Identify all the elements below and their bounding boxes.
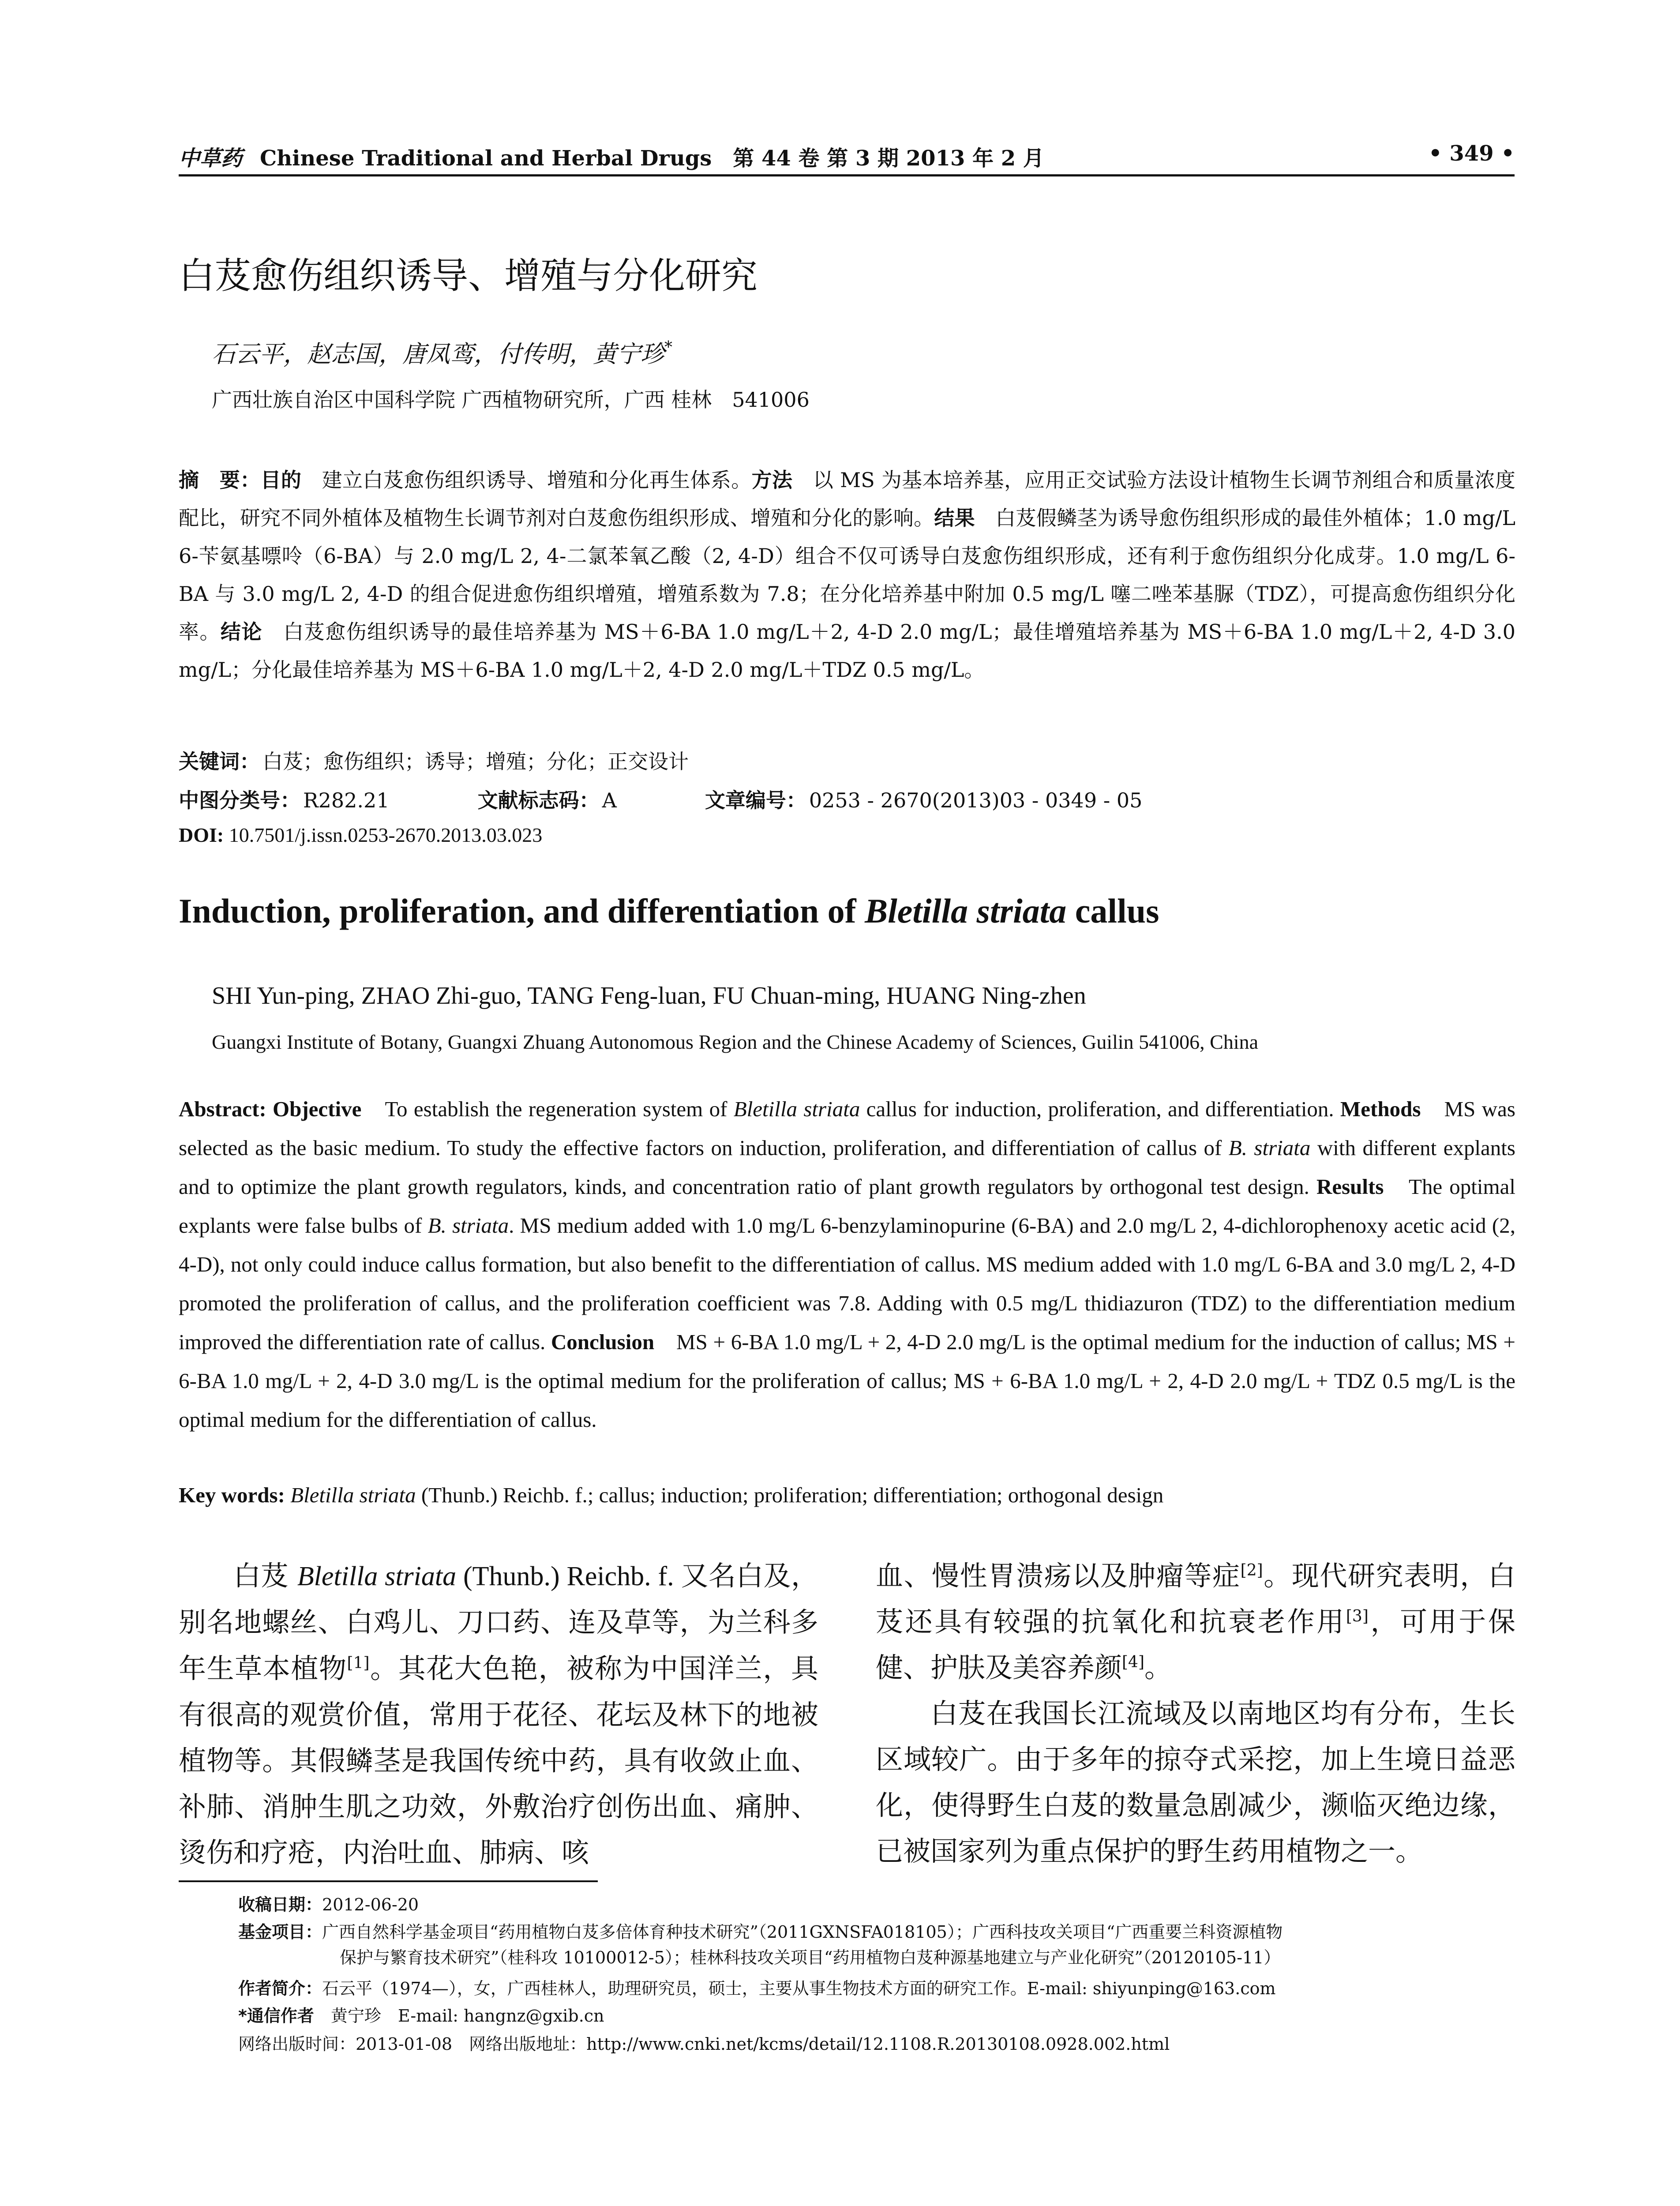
objective-label-cn: 目的 — [260, 468, 302, 492]
methods-en-species: B. striata — [1228, 1136, 1311, 1160]
footnote-author — [238, 1976, 1518, 2001]
fund-line-1: 广西自然科学基金项目“药用植物白芨多倍体育种技术研究”（2011GXNSFA018105）；广西科技攻关项目“广西重要兰科资源植物 — [322, 1922, 1283, 1942]
articleno-label: 文章编号： — [705, 788, 806, 812]
corresponding-label: *通信作者 — [238, 2006, 314, 2026]
classification-line — [179, 784, 1142, 814]
abstract-label-en: Abstract: Objective — [179, 1097, 362, 1121]
citation-1[interactable]: [1] — [347, 1654, 370, 1672]
authors-cn — [212, 335, 672, 369]
journal-issue-info: Chinese Traditional and Herbal Drugs 第 44 卷 第 3 期 2013 年 2 月 — [260, 146, 1044, 171]
keywords-cn-text: 白芨；愈伤组织；诱导；增殖；分化；正交设计 — [262, 750, 689, 773]
page-number: • 349 • — [1429, 141, 1515, 166]
results-cn: 白芨假鳞茎为诱导愈伤组织形成的最佳外植体；1.0 mg/L 6-苄氨基嘌呤（6-BA）与 2.0 mg/L 2, 4-二氯苯氧乙酸（2, 4-D）组合不仅可诱导白芨愈伤组织形成，还有利于愈伤组织分化成芽。1.0 mg/L 6-BA 与 3.0 mg/L 2, 4-D 的组合促进愈伤组织增殖，增殖系数为 7.8；在分化培养基中附加 0.5 mg/L 噻二唑苯基脲（TDZ），可提高愈伤组织分化率。 — [179, 506, 1516, 644]
footnote-corresponding — [238, 2003, 1518, 2029]
body-column-right — [876, 1553, 1515, 1874]
methods-label-en: Methods — [1340, 1097, 1421, 1121]
journal-name-cn: 中草药 — [179, 146, 243, 171]
footnote-rule — [179, 1880, 598, 1882]
author-bio: 石云平（1974—），女，广西桂林人，助理研究员，硕士，主要从事生物技术方面的研究工作。E-mail: shiyunping@163.com — [322, 1979, 1276, 1998]
articleno-value: 0253 - 2670(2013)03 - 0349 - 05 — [809, 788, 1143, 812]
citation-3[interactable]: [3] — [1346, 1607, 1369, 1625]
conclusion-label-cn: 结论 — [220, 620, 262, 644]
fund-line-2: 保护与繁育技术研究”（桂科攻 10100012-5）；桂林科技攻关项目“药用植物白芨种源基地建立与产业化研究”（20120105-11） — [340, 1948, 1281, 1967]
objective-en-b: callus for induction, proliferation, and differentiation. — [860, 1097, 1334, 1121]
clc-label: 中图分类号： — [179, 788, 300, 812]
p1-text-c: 。其花大色艳，被称为中国洋兰，具有很高的观赏价值，常用于花径、花坛及林下的地被植物等。其假鳞茎是我国传统中药，具有收敛止血、补肺、消肿生肌之功效，外敷治疗创伤出血、痛肿、烫伤和疗疮，内治吐血、肺病、咳 — [179, 1652, 818, 1868]
conclusion-en: MS + 6-BA 1.0 mg/L + 2, 4-D 2.0 mg/L is the optimal medium for the induction of callus; MS + 6-BA 1.0 mg/L + 2, 4-D 3.0 mg/L is the optimal medium for the proliferation of callus; MS + 6-BA 1.0 mg/L + 2, 4-D 2.0 mg/L + TDZ 0.5 mg/L is the optimal medium for the differentiation of callus. — [179, 1330, 1516, 1432]
methods-en-a: MS was selected as the basic medium. To study the effective factors on induction, proliferation, and differentiation of callus of — [179, 1097, 1515, 1160]
header-rule — [179, 174, 1515, 176]
keywords-label-en: Key words: — [179, 1483, 285, 1507]
footnote-received — [238, 1892, 1518, 1917]
citation-4[interactable]: [4] — [1122, 1653, 1145, 1671]
objective-cn: 建立白芨愈伤组织诱导、增殖和分化再生体系。 — [322, 468, 752, 492]
author-bio-label: 作者简介： — [238, 1979, 322, 1998]
p1-species: Bletilla striata — [297, 1561, 457, 1591]
abstract-en — [179, 1090, 1515, 1439]
doi-label: DOI: — [179, 824, 224, 846]
clc-value: R282.21 — [303, 788, 390, 812]
conclusion-label-en: Conclusion — [551, 1330, 655, 1354]
article-title-en — [179, 891, 1159, 931]
results-label-cn: 结果 — [934, 506, 975, 530]
p1-cont-text: 血、慢性胃溃疡以及肿瘤等症 — [876, 1560, 1241, 1592]
objective-en-species: Bletilla striata — [733, 1097, 860, 1121]
journal-header — [179, 141, 1370, 172]
results-en-b: . MS medium added with 1.0 mg/L 6-benzylaminopurine (6-BA) and 2.0 mg/L 2, 4-dichlorophenoxy acetic acid (2, 4-D), not only could induce callus formation, but also benefit to the differentiation of callus. MS medium added with 1.0 mg/L 6-BA and 3.0 mg/L 2, 4-D promoted the proliferation of callus, and the proliferation coefficient was 7.8. Adding with 0.5 mg/L thidiazuron (TDZ) to the differentiation medium improved the differentiation rate of callus. — [179, 1213, 1515, 1354]
p1-text-d: 。现代研究表明，白芨还具有较强的抗氧化和抗衰老作用 — [876, 1560, 1515, 1638]
doccode-value: A — [602, 788, 617, 812]
keywords-label-cn: 关键词： — [179, 750, 260, 773]
affiliation-cn: 广西壮族自治区中国科学院 广西植物研究所，广西 桂林 541006 — [212, 388, 810, 412]
fund-label: 基金项目： — [238, 1922, 322, 1942]
authors-en: SHI Yun-ping, ZHAO Zhi-guo, TANG Feng-luan, FU Chuan-ming, HUANG Ning-zhen — [212, 982, 1086, 1009]
title-en-suffix: callus — [1066, 892, 1159, 930]
doi-line — [179, 823, 542, 847]
body-paragraph-1 — [179, 1553, 818, 1876]
doi-value: 10.7501/j.issn.0253-2670.2013.03.023 — [229, 824, 543, 846]
p1-text-a: 白芨 — [233, 1560, 297, 1592]
results-en-a: The optimal explants were false bulbs of — [179, 1174, 1515, 1238]
p1-text-f: 。 — [1144, 1651, 1172, 1684]
methods-label-cn: 方法 — [751, 468, 793, 492]
conclusion-cn: 白芨愈伤组织诱导的最佳培养基为 MS＋6-BA 1.0 mg/L＋2, 4-D 2.0 mg/L；最佳增殖培养基为 MS＋6-BA 1.0 mg/L＋2, 4-D 3.0 mg/L；分化最佳培养基为 MS＋6-BA 1.0 mg/L＋2, 4-D 2.0 mg/L＋TDZ 0.5 mg/L。 — [179, 620, 1516, 682]
footnote-online: 网络出版时间：2013-01-08 网络出版地址：http://www.cnki.net/kcms/detail/12.1108.R.20130108.0928.002.html — [238, 2034, 1170, 2054]
corresponding-mark: * — [664, 338, 672, 356]
received-value: 2012-06-20 — [322, 1895, 419, 1914]
abstract-label-cn: 摘 要： — [179, 468, 261, 492]
body-column-left — [179, 1553, 818, 1876]
title-en-species: Bletilla striata — [865, 892, 1067, 930]
keywords-cn — [179, 746, 689, 775]
doccode-label: 文献标志码： — [477, 788, 600, 812]
affiliation-en: Guangxi Institute of Botany, Guangxi Zhuang Autonomous Region and the Chinese Academy of Sciences, Guilin 541006, China — [212, 1031, 1259, 1053]
article-title-cn: 白芨愈伤组织诱导、增殖与分化研究 — [179, 255, 758, 297]
authors-cn-names: 石云平，赵志国，唐凤鸾，付传明，黄宁珍 — [212, 340, 664, 368]
methods-cn: 以 MS 为基本培养基，应用正交试验方法设计植物生长调节剂组合和质量浓度配比，研究不同外植体及植物生长调节剂对白芨愈伤组织形成、增殖和分化的影响。 — [179, 468, 1516, 530]
keywords-en-species: Bletilla striata — [290, 1483, 416, 1507]
objective-en-a: To establish the regeneration system of — [385, 1097, 734, 1121]
p1-text-b: (Thunb.) Reichb. f. 又名白及，别名地螺丝、白鸡儿、刀口药、连及草等，为兰科多年生草本植物 — [179, 1561, 818, 1684]
citation-2[interactable]: [2] — [1240, 1561, 1263, 1579]
received-label: 收稿日期： — [238, 1895, 322, 1914]
body-paragraph-1-continued — [876, 1553, 1515, 1691]
p1-text-e: ，可用于保健、护肤及美容养颜 — [876, 1606, 1515, 1684]
corresponding-info: 黄宁珍 E-mail: hangnz@gxib.cn — [314, 2006, 604, 2026]
title-en-prefix: Induction, proliferation, and differentiation of — [179, 892, 865, 930]
footnote-fund — [238, 1919, 1518, 1970]
methods-en-b: with different explants and to optimize the plant growth regulators, kinds, and concentration ratio of plant growth regulators by orthogonal test design. — [179, 1136, 1515, 1199]
body-paragraph-2: 白芨在我国长江流域及以南地区均有分布，生长区域较广。由于多年的掠夺式采挖，加上生境日益恶化，使得野生白芨的数量急剧减少，濒临灭绝边缘，已被国家列为重点保护的野生药用植物之一。 — [876, 1697, 1515, 1867]
results-en-species: B. striata — [428, 1213, 509, 1238]
keywords-en-rest: (Thunb.) Reichb. f.; callus; induction; proliferation; differentiation; orthogonal design — [416, 1483, 1164, 1507]
results-label-en: Results — [1316, 1174, 1384, 1199]
abstract-cn — [179, 461, 1515, 689]
keywords-en — [179, 1482, 1163, 1508]
